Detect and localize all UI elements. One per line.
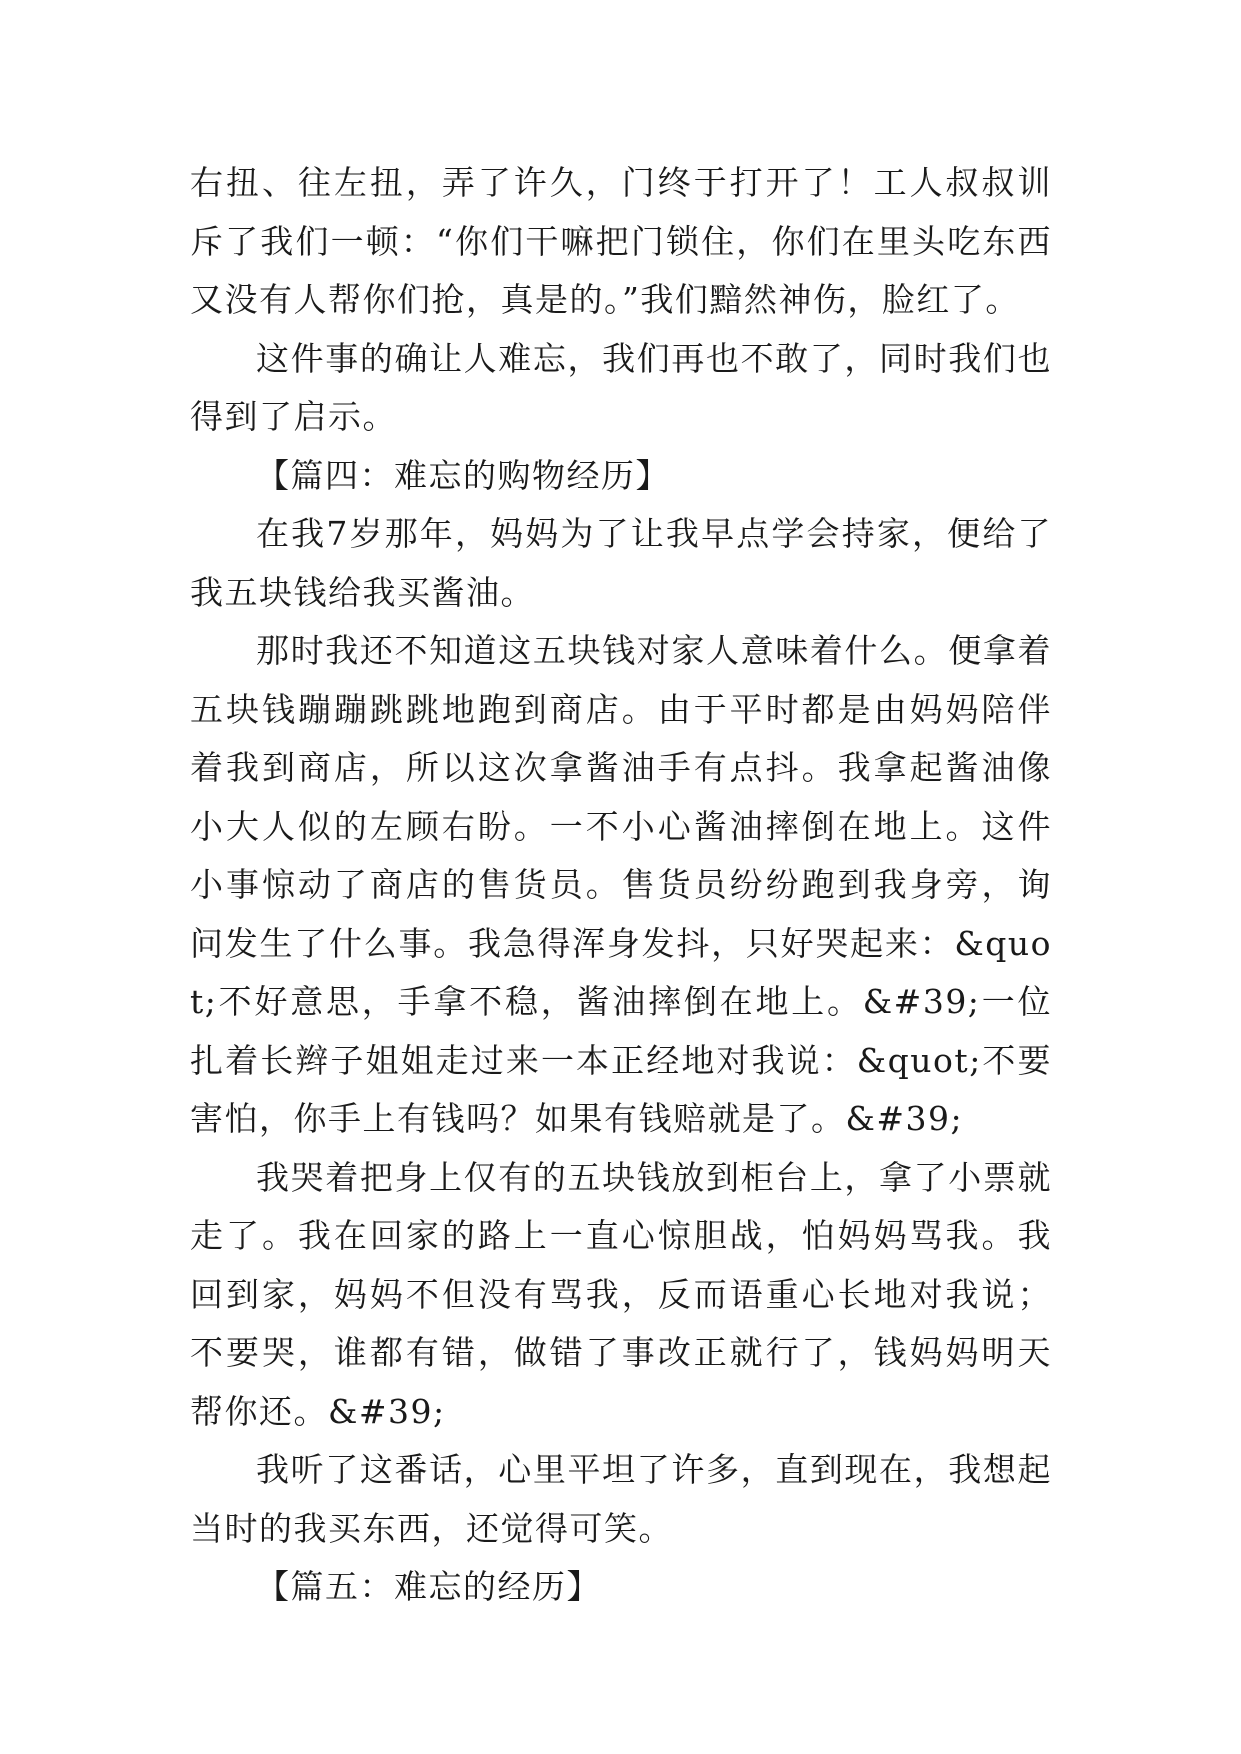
paragraph-lesson-learned: 这件事的确让人难忘，我们再也不敢了，同时我们也得到了启示。 <box>190 338 1052 436</box>
article-body <box>190 154 1052 1617</box>
paragraph-age-seven: 在我7岁那年，妈妈为了让我早点学会持家，便给了我五块钱给我买酱油。 <box>190 514 1052 612</box>
section-heading-part-five: 【篇五：难忘的经历】 <box>256 1567 601 1606</box>
paragraph-at-the-store: 那时我还不知道这五块钱对家人意味着什么。便拿着五块钱蹦蹦跳跳地跑到商店。由于平时都是由妈妈陪伴着我到商店，所以这次拿酱油手有点抖。我拿起酱油像小大人似的左顾右盼。一不小心酱油摔倒在地上。这件小事惊动了商店的售货员。售货员纷纷跑到我身旁，询问发生了什么事。我急得浑身发抖，只好哭起来：&quot;不好意思，手拿不稳，酱油摔倒在地上。&#39;一位扎着长辫子姐姐走过来一本正经地对我说：&quot;不要害怕，你手上有钱吗？如果有钱赔就是了。&#39; <box>190 631 1052 1138</box>
paragraph-going-home: 我哭着把身上仅有的五块钱放到柜台上，拿了小票就走了。我在回家的路上一直心惊胆战，怕妈妈骂我。我回到家，妈妈不但没有骂我，反而语重心长地对我说；不要哭，谁都有错，做错了事改正就行了，钱妈妈明天帮你还。&#39; <box>190 1157 1052 1431</box>
paragraph-door-opened: 右扭、往左扭，弄了许久，门终于打开了！工人叔叔训斥了我们一顿：“你们干嘛把门锁住，你们在里头吃东西又没有人帮你们抢，真是的。”我们黯然神伤，脸红了。 <box>190 163 1052 319</box>
section-heading-part-four: 【篇四：难忘的购物经历】 <box>256 455 670 495</box>
paragraph-reflection: 我听了这番话，心里平坦了许多，直到现在，我想起当时的我买东西，还觉得可笑。 <box>190 1450 1052 1548</box>
